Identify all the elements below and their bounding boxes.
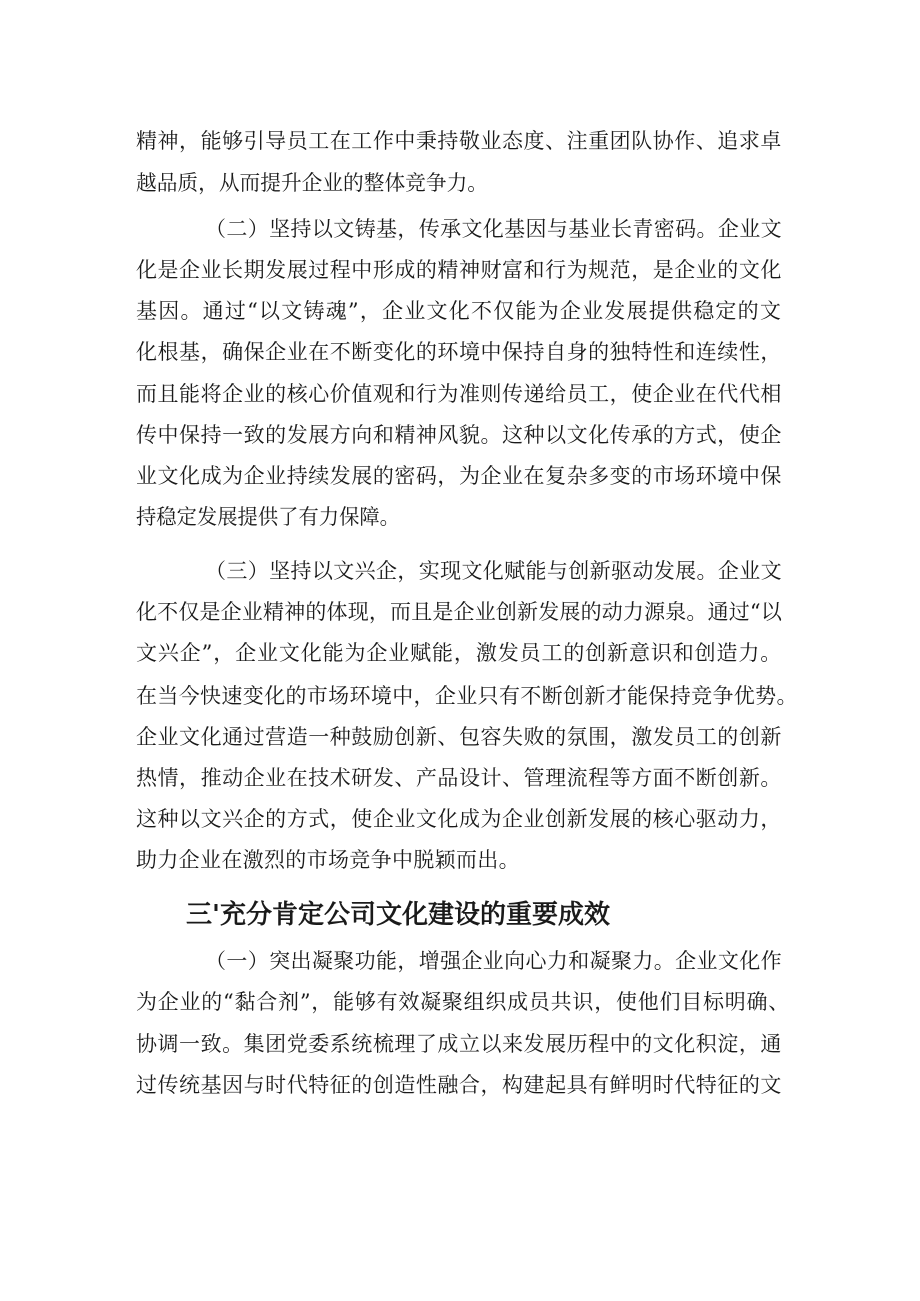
text-line: 企业文化通过营造一种鼓励创新、包容失败的氛围，激发员工的创新: [136, 725, 782, 749]
text-line: 持稳定发展提供了有力保障。: [136, 505, 400, 529]
text-line: （一）突出凝聚功能，增强企业向心力和凝聚力。企业文化作: [205, 949, 782, 973]
text-line: 基因。通过“以文铸魂”，企业文化不仅能为企业发展提供稳定的文: [136, 299, 783, 323]
text-line: 化是企业长期发展过程中形成的精神财富和行为规范，是企业的文化: [136, 258, 782, 282]
text-line: 化根基，确保企业在不断变化的环境中保持自身的独特性和连续性，: [136, 340, 782, 364]
text-line: 热情，推动企业在技术研发、产品设计、管理流程等方面不断创新。: [136, 766, 782, 790]
text-line: 化不仅是企业精神的体现，而且是企业创新发展的动力源泉。通过“以: [136, 600, 783, 624]
text-line: 文兴企”，企业文化能为企业赋能，激发员工的创新意识和创造力。: [136, 641, 783, 665]
text-line: 助力企业在激烈的市场竞争中脱颖而出。: [136, 848, 520, 872]
text-line: 为企业的“黏合剂”，能够有效凝聚组织成员共识，使他们目标明确、: [136, 990, 791, 1014]
section-heading: 三'充分肯定公司文化建设的重要成效: [186, 900, 610, 930]
text-line: 精神，能够引导员工在工作中秉持敬业态度、注重团队协作、追求卓: [136, 129, 782, 153]
text-line: 而且能将企业的核心价值观和行为准则传递给员工，使企业在代代相: [136, 382, 782, 406]
text-line: 越品质，从而提升企业的整体竞争力。: [136, 171, 489, 195]
text-line: 传中保持一致的发展方向和精神风貌。这种以文化传承的方式，使企: [136, 423, 782, 447]
text-line: 业文化成为企业持续发展的密码，为企业在复杂多变的市场环境中保: [136, 464, 782, 488]
text-line: 协调一致。集团党委系统梳理了成立以来发展历程中的文化积淀，通: [136, 1032, 782, 1056]
text-line: 在当今快速变化的市场环境中，企业只有不断创新才能保持竞争优势。: [136, 684, 798, 708]
text-line: （二）坚持以文铸基，传承文化基因与基业长青密码。企业文: [205, 217, 782, 241]
text-line: 过传统基因与时代特征的创造性融合，构建起具有鲜明时代特征的文: [136, 1073, 782, 1097]
text-line: 这种以文兴企的方式，使企业文化成为企业创新发展的核心驱动力，: [136, 807, 782, 831]
text-line: （三）坚持以文兴企，实现文化赋能与创新驱动发展。企业文: [205, 559, 782, 583]
